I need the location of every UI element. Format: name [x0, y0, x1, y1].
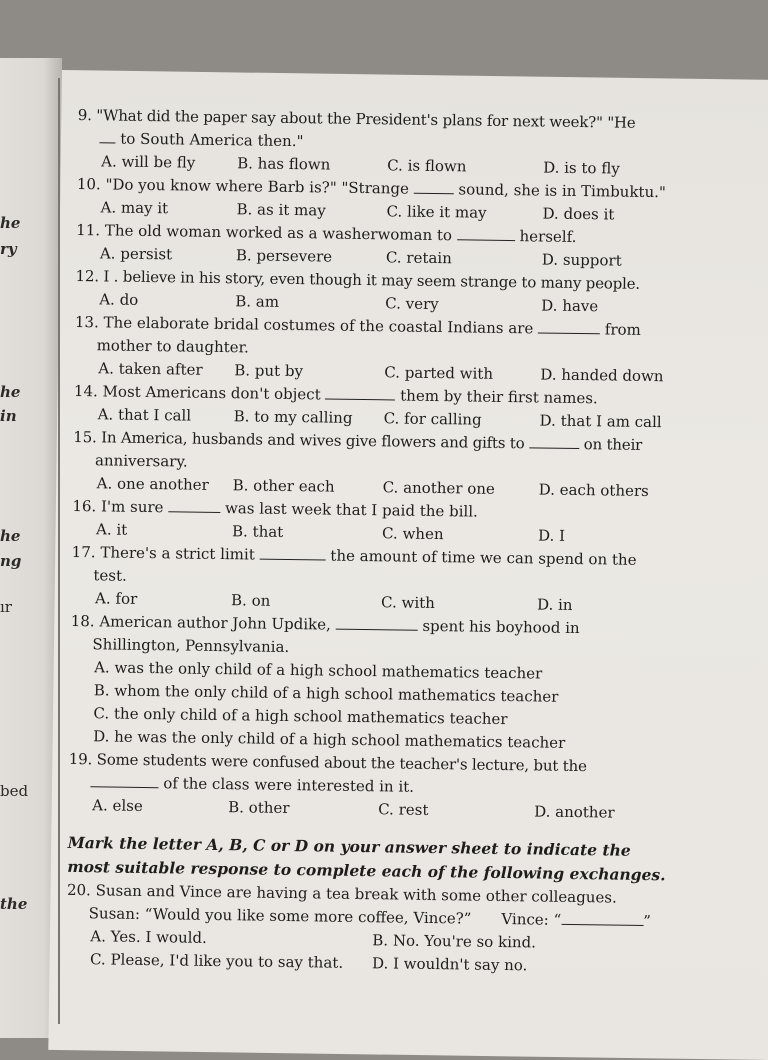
option-d: D. another [534, 802, 615, 822]
option-a: A. was the only child of a high school mathematics teacher [94, 658, 543, 683]
question-number: 13. [74, 312, 99, 332]
margin-fragment: ng [0, 552, 22, 570]
instruction-text: Mark the letter A, B, C or D on your answer sheet to indicate the [67, 832, 631, 860]
question-number: 16. [72, 496, 97, 516]
question-9 [77, 104, 703, 182]
question-text: sound, she is in Timbuktu." [458, 180, 666, 202]
answer-blank [260, 545, 326, 561]
question-text: American author John Updike, [99, 612, 331, 634]
question-number: 19. [68, 749, 93, 769]
question-text: I . believe in his story, even though it may seem strange to many people. [103, 267, 641, 293]
question-15 [73, 426, 699, 504]
option-d: D. support [541, 250, 622, 270]
option-d: D. in [536, 595, 573, 614]
question-text: herself. [519, 227, 577, 246]
option-d: D. does it [542, 204, 615, 224]
option-c: C. Please, I'd like you to say that. [89, 950, 344, 972]
option-d: D. I wouldn't say no. [371, 954, 528, 975]
option-b: B. as it may [236, 200, 326, 220]
question-text: There's a strict limit [100, 543, 255, 564]
option-c: C. for calling [383, 409, 482, 429]
option-a: A. for [94, 589, 138, 608]
answer-blank [168, 497, 220, 513]
option-b: B. persevere [235, 246, 333, 266]
option-a: A. may it [100, 198, 169, 218]
option-d: D. I [537, 526, 566, 545]
question-text: Susan and Vince are having a tea break with some other colleagues. [95, 881, 617, 907]
question-text: was last week that I paid the bill. [224, 499, 479, 521]
question-text: on their [583, 435, 643, 454]
question-text: test. [93, 566, 127, 585]
margin-fragment: in [0, 407, 17, 425]
dialogue-vince-end: ” [643, 911, 651, 931]
answer-blank [99, 128, 115, 143]
page-binding-line [58, 78, 60, 1024]
option-a: A. Yes. I would. [90, 927, 207, 947]
question-text: The old woman worked as a washerwoman to [104, 221, 453, 245]
option-b: B. other each [232, 476, 335, 496]
option-c: C. parted with [384, 363, 494, 383]
option-b: B. put by [234, 361, 304, 381]
option-d: D. is to fly [543, 158, 620, 178]
dialogue-susan: Susan: “Would you like some more coffee, Vince?” [88, 904, 472, 928]
question-text: spent his boyhood in [422, 616, 580, 638]
answer-blank [561, 910, 643, 926]
option-d: D. each others [538, 480, 649, 501]
question-number: 14. [73, 381, 98, 401]
question-number: 15. [73, 427, 97, 447]
option-a: A. will be fly [101, 152, 196, 172]
section-instruction [67, 831, 693, 888]
option-c: C. the only child of a high school mathematics teacher [93, 704, 508, 729]
option-a: A. do [99, 290, 139, 309]
question-13 [74, 311, 700, 389]
question-18 [69, 610, 696, 757]
question-text: mother to daughter. [96, 336, 249, 357]
answer-blank [414, 179, 454, 195]
option-b: B. whom the only child of a high school mathematics teacher [93, 681, 559, 706]
answer-blank [336, 615, 418, 631]
option-d: D. handed down [540, 365, 664, 386]
option-c: C. with [380, 593, 436, 613]
question-text: of the class were interested in it. [163, 774, 415, 796]
option-d: D. that I am call [539, 411, 662, 432]
question-text: Some students were confused about the teacher's lecture, but the [96, 750, 587, 776]
option-b: B. No. You're so kind. [372, 931, 537, 952]
option-c: C. when [381, 524, 444, 544]
question-text: "Do you know where Barb is?" "Strange [105, 175, 410, 198]
question-text: to South America then." [120, 129, 304, 151]
question-text: Shillington, Pennsylvania. [92, 635, 290, 657]
question-text: them by their first names. [400, 386, 598, 408]
question-number: 12. [75, 266, 99, 286]
question-number: 20. [66, 880, 92, 900]
question-19 [68, 748, 694, 826]
margin-fragment: he [0, 214, 21, 232]
question-number: 11. [76, 220, 101, 240]
option-c: C. is flown [387, 156, 467, 176]
option-b: B. that [231, 522, 284, 541]
answer-blank [529, 433, 579, 449]
question-number: 18. [70, 611, 95, 631]
answer-blank [90, 772, 158, 788]
question-text: I'm sure [100, 497, 164, 517]
question-text: anniversary. [94, 451, 188, 471]
question-text: Most Americans don't object [102, 382, 321, 404]
option-c: C. another one [382, 478, 495, 498]
option-a: A. taken after [98, 359, 203, 379]
option-b: B. to my calling [233, 407, 353, 427]
question-17 [71, 541, 697, 619]
option-b: B. other [228, 798, 290, 818]
instruction-text: most suitable response to complete each of the following exchanges. [67, 856, 666, 885]
question-text: "What did the paper say about the President's plans for next week?" "He [96, 106, 636, 132]
option-c: C. like it may [386, 202, 487, 222]
option-a: A. that I call [97, 405, 192, 425]
dialogue-vince: Vince: “ [501, 909, 562, 929]
option-b: B. has flown [237, 154, 331, 174]
margin-fragment: bed [0, 782, 29, 800]
question-text: the amount of time we can spend on the [330, 546, 637, 569]
answer-blank [325, 384, 395, 400]
margin-fragment: ry [0, 240, 17, 258]
question-list [66, 104, 703, 980]
margin-fragment: ır [0, 598, 12, 616]
option-d: D. have [541, 296, 599, 316]
question-text: In America, husbands and wives give flowers and gifts to [101, 428, 525, 453]
option-c: C. very [385, 294, 439, 314]
question-number: 9. [77, 105, 92, 125]
option-c: C. retain [385, 248, 452, 268]
question-number: 17. [71, 542, 96, 562]
option-d: D. he was the only child of a high school mathematics teacher [93, 727, 566, 752]
question-text: The elaborate bridal costumes of the coastal Indians are [103, 313, 534, 338]
option-a: A. persist [99, 244, 173, 264]
option-a: A. else [92, 796, 143, 815]
question-text: from [604, 320, 641, 339]
margin-fragment: he [0, 527, 21, 545]
option-a: A. it [95, 520, 128, 539]
option-a: A. one another [96, 474, 209, 494]
option-b: B. on [230, 591, 271, 610]
margin-fragment: the [0, 895, 28, 913]
option-c: C. rest [378, 800, 429, 819]
answer-blank [538, 318, 600, 334]
option-b: B. am [235, 292, 280, 311]
question-number: 10. [76, 174, 101, 194]
margin-fragment: he [0, 383, 21, 401]
answer-blank [457, 225, 515, 241]
question-20 [66, 879, 692, 980]
